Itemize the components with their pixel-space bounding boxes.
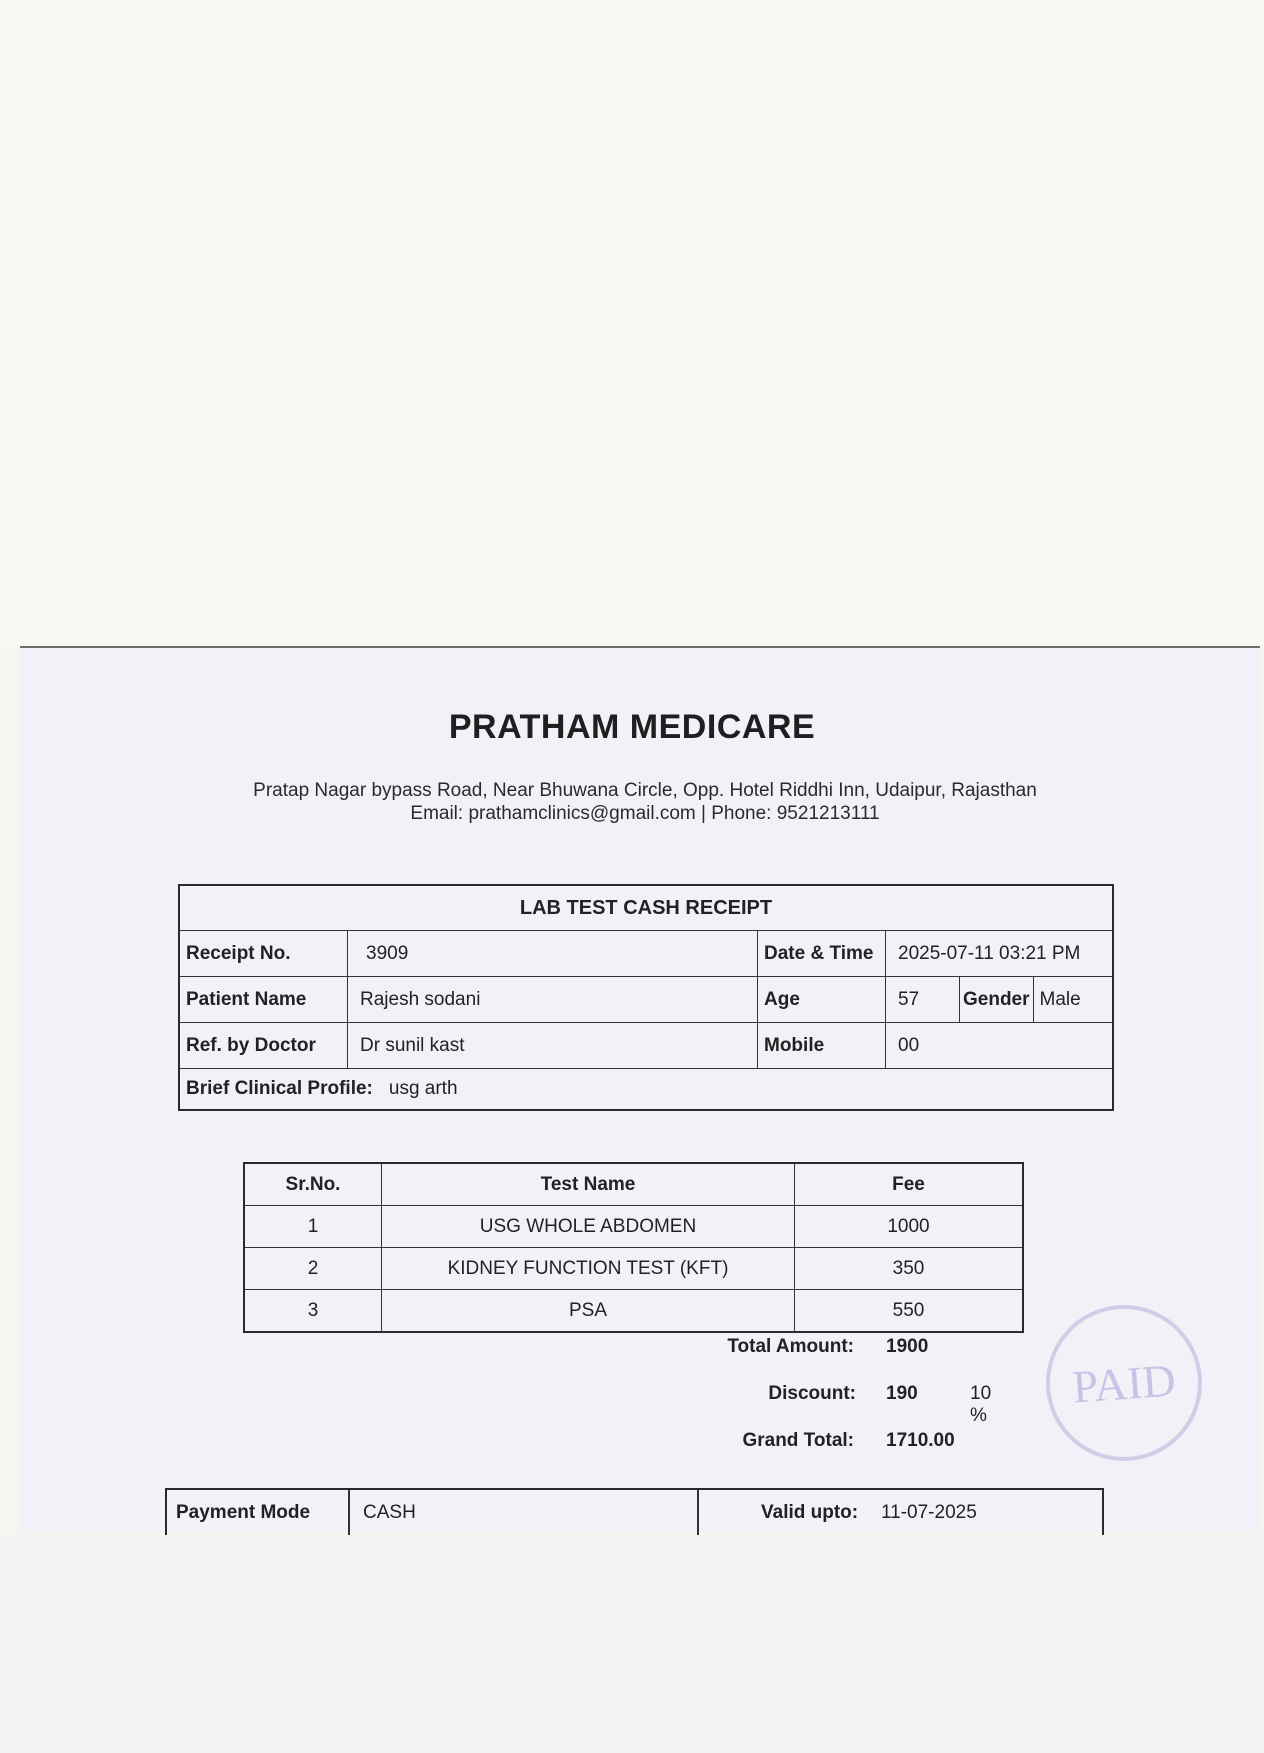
payment-mode-label: Payment Mode <box>176 1501 311 1523</box>
discount-value: 190 <box>886 1383 918 1404</box>
table-row <box>244 1290 1023 1333</box>
mobile-label: Mobile <box>758 1023 886 1069</box>
valid-upto-value: 11-07-2025 <box>881 1501 977 1523</box>
payment-row <box>165 1488 1104 1535</box>
clinical-profile-label: Brief Clinical Profile: <box>186 1078 373 1099</box>
blank-upper-page <box>0 0 1264 650</box>
table-row <box>244 1248 1023 1290</box>
gender-label: Gender <box>960 977 1034 1023</box>
paper-fold-line <box>20 646 1260 648</box>
receipt-no-value: 3909 <box>348 931 758 977</box>
header-sr-no: Sr.No. <box>244 1163 382 1206</box>
row-test-name: KIDNEY FUNCTION TEST (KFT) <box>382 1248 795 1290</box>
grand-total-label: Grand Total: <box>742 1430 854 1451</box>
age-label: Age <box>758 977 886 1023</box>
doctor-label: Ref. by Doctor <box>179 1023 348 1069</box>
row-fee: 550 <box>795 1290 1024 1333</box>
clinical-profile-row <box>179 1069 1113 1111</box>
row-fee: 1000 <box>795 1206 1024 1248</box>
payment-divider <box>697 1490 699 1535</box>
header-test-name: Test Name <box>382 1163 795 1206</box>
valid-upto-label: Valid upto: <box>761 1501 859 1523</box>
clinic-contact: Email: prathamclinics@gmail.com | Phone: 9521213111 <box>410 803 880 824</box>
row-sr-no: 3 <box>244 1290 382 1333</box>
row-test-name: USG WHOLE ABDOMEN <box>382 1206 795 1248</box>
blank-lower-page <box>0 1531 1264 1753</box>
doctor-value: Dr sunil kast <box>348 1023 758 1069</box>
row-fee: 350 <box>795 1248 1024 1290</box>
payment-mode-value: CASH <box>363 1501 416 1523</box>
tests-table <box>243 1162 1024 1333</box>
table-row <box>244 1206 1023 1248</box>
receipt-title: LAB TEST CASH RECEIPT <box>179 885 1113 931</box>
mobile-value: 00 <box>886 1023 1114 1069</box>
header-fee: Fee <box>795 1163 1024 1206</box>
row-sr-no: 2 <box>244 1248 382 1290</box>
gender-value: Male <box>1033 977 1113 1023</box>
patient-name-label: Patient Name <box>179 977 348 1023</box>
total-amount-value: 1900 <box>886 1336 929 1357</box>
clinic-name: PRATHAM MEDICARE <box>448 708 816 746</box>
paid-stamp: PAID <box>1041 1300 1208 1467</box>
patient-name-value: Rajesh sodani <box>348 977 758 1023</box>
discount-percent: 10 % <box>970 1383 992 1426</box>
datetime-label: Date & Time <box>758 931 886 977</box>
datetime-value: 2025-07-11 03:21 PM <box>886 931 1114 977</box>
age-value: 57 <box>886 977 960 1023</box>
patient-info-table <box>178 884 1114 1111</box>
discount-label: Discount: <box>768 1383 856 1404</box>
receipt-no-label: Receipt No. <box>179 931 348 977</box>
row-test-name: PSA <box>382 1290 795 1333</box>
row-sr-no: 1 <box>244 1206 382 1248</box>
clinic-address: Pratap Nagar bypass Road, Near Bhuwana Circle, Opp. Hotel Riddhi Inn, Udaipur, Rajasthan <box>253 780 1037 801</box>
total-amount-label: Total Amount: <box>727 1336 854 1357</box>
payment-divider <box>348 1490 350 1535</box>
grand-total-value: 1710.00 <box>886 1430 955 1451</box>
clinical-profile-value: usg arth <box>388 1078 458 1099</box>
